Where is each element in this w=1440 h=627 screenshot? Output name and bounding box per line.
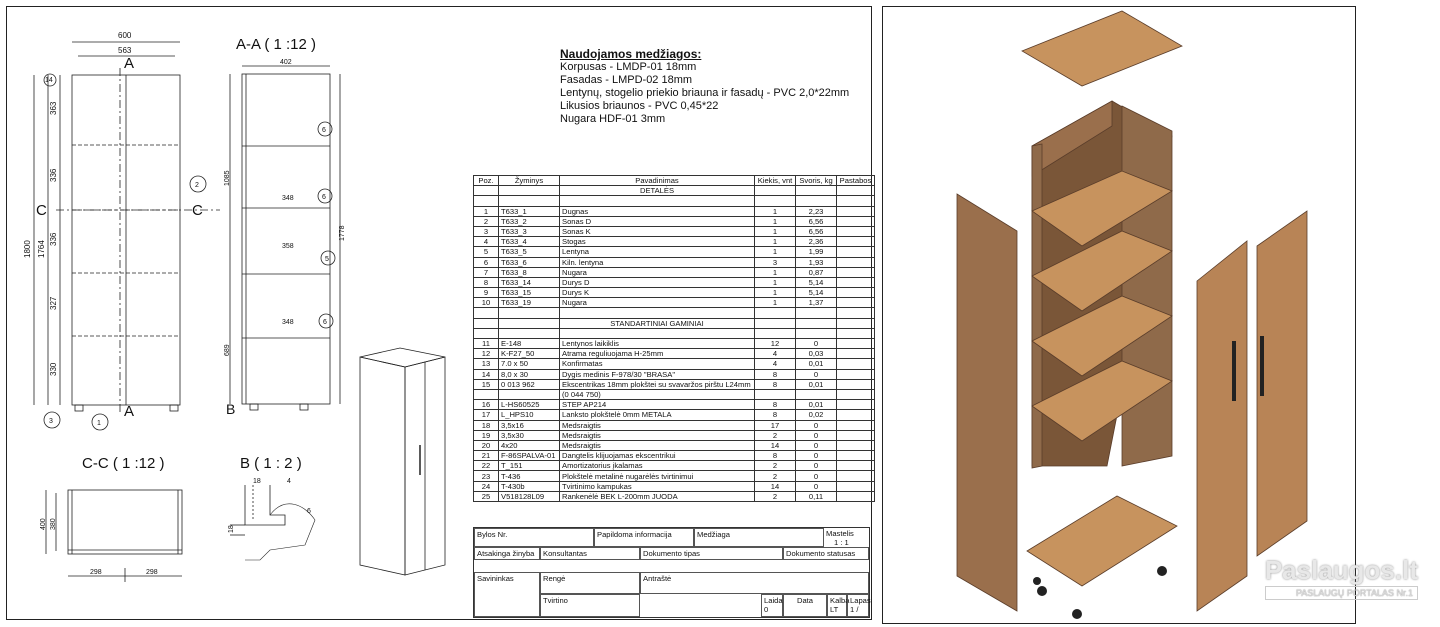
- table-cell: T633_2: [499, 216, 560, 226]
- section-c-left: C: [36, 202, 47, 219]
- table-cell: 4: [474, 237, 499, 247]
- dim-298b: 298: [146, 569, 158, 576]
- table-cell: 0,01: [796, 400, 837, 410]
- table-cell: [837, 471, 875, 481]
- section-c-right: C: [192, 202, 203, 219]
- table-cell: T633_15: [499, 288, 560, 298]
- bottom-panel: [1027, 496, 1177, 586]
- table-row: [474, 226, 875, 236]
- table-cell: 12: [755, 339, 796, 349]
- table-row: [474, 379, 875, 389]
- table-cell: 1: [755, 216, 796, 226]
- table-cell: STEP AP214: [560, 400, 755, 410]
- section-cc-drawing: [36, 478, 196, 588]
- table-cell: 25: [474, 491, 499, 501]
- table-cell: [837, 257, 875, 267]
- col-zyminys: Žyminys: [499, 176, 560, 186]
- balloon-5: 5: [325, 256, 329, 263]
- table-cell: 4: [755, 359, 796, 369]
- table-cell: 2: [755, 430, 796, 440]
- table-cell: 3,5x30: [499, 430, 560, 440]
- table-cell: [755, 389, 796, 399]
- table-cell: 1: [755, 226, 796, 236]
- table-cell: Sonas K: [560, 226, 755, 236]
- dim-348a: 348: [282, 195, 294, 202]
- table-cell: V518128L09: [499, 491, 560, 501]
- tb-papildoma: Papildoma informacija: [594, 528, 694, 547]
- tb-konsultantas: Konsultantas: [540, 547, 640, 560]
- table-cell: 10: [474, 298, 499, 308]
- table-cell: T633_5: [499, 247, 560, 257]
- section-standartiniai: STANDARTINIAI GAMINIAI: [560, 318, 755, 328]
- table-cell: 24: [474, 481, 499, 491]
- material-line: Fasadas - LMPD-02 18mm: [560, 74, 693, 86]
- table-cell: [837, 430, 875, 440]
- table-cell: 1: [755, 288, 796, 298]
- table-cell: [837, 247, 875, 257]
- table-cell: Stogas: [560, 237, 755, 247]
- table-row: [474, 277, 875, 287]
- col-svoris: Svoris, kg: [796, 176, 837, 186]
- section-detales: DETALĖS: [560, 186, 755, 196]
- balloon-2: 2: [195, 182, 199, 189]
- table-cell: 0 013 962: [499, 379, 560, 389]
- carcass-left: [1032, 144, 1042, 468]
- table-cell: 2: [755, 491, 796, 501]
- table-cell: Konfirmatas: [560, 359, 755, 369]
- table-cell: 0: [796, 420, 837, 430]
- table-cell: 5: [474, 247, 499, 257]
- table-cell: 1,99: [796, 247, 837, 257]
- tb-bylos: Bylos Nr.: [474, 528, 594, 547]
- table-cell: 12: [474, 349, 499, 359]
- table-cell: Medsraigtis: [560, 420, 755, 430]
- table-row: [474, 359, 875, 369]
- table-cell: [837, 216, 875, 226]
- dim-336b: 336: [49, 232, 58, 246]
- isometric-thumbnail: [355, 345, 450, 580]
- detail-b-marker: B: [226, 401, 236, 416]
- material-line: Lentynų, stogelio priekio briauna ir fasadų - PVC 2,0*22mm: [560, 87, 850, 99]
- table-cell: 0,03: [796, 349, 837, 359]
- table-cell: [837, 359, 875, 369]
- table-cell: 9: [474, 288, 499, 298]
- section-cc-title: C-C ( 1 :12 ): [82, 455, 165, 472]
- table-cell: T633_3: [499, 226, 560, 236]
- table-cell: [837, 298, 875, 308]
- table-cell: Tvirtinimo kampukas: [560, 481, 755, 491]
- table-cell: 6: [474, 257, 499, 267]
- table-cell: T633_1: [499, 206, 560, 216]
- table-cell: T-430b: [499, 481, 560, 491]
- carcass-right: [1122, 106, 1172, 466]
- tb-renge: Rengė: [540, 572, 640, 594]
- table-row: [474, 369, 875, 379]
- dim-327: 327: [49, 296, 58, 310]
- col-pastabos: Pastabos: [837, 176, 875, 186]
- table-cell: 0: [796, 339, 837, 349]
- left-door: [957, 194, 1017, 611]
- table-row: [474, 389, 875, 399]
- dim-b18v: 18: [228, 525, 235, 533]
- table-cell: T-436: [499, 471, 560, 481]
- table-row: [474, 216, 875, 226]
- table-row: [474, 451, 875, 461]
- table-cell: 14: [755, 481, 796, 491]
- table-cell: 8: [755, 400, 796, 410]
- dim-b4: 4: [287, 478, 291, 485]
- dim-563: 563: [118, 46, 132, 55]
- table-cell: 1: [755, 206, 796, 216]
- table-cell: [837, 420, 875, 430]
- table-row: [474, 288, 875, 298]
- table-cell: 8: [755, 379, 796, 389]
- table-cell: [837, 440, 875, 450]
- table-cell: K-F27_50: [499, 349, 560, 359]
- tb-mastelis-val: 1 : 1: [834, 538, 849, 547]
- tb-savininkas: Savininkas: [474, 572, 540, 617]
- table-cell: [837, 267, 875, 277]
- table-cell: 8: [755, 451, 796, 461]
- table-cell: [837, 461, 875, 471]
- table-cell: 1,93: [796, 257, 837, 267]
- table-cell: L-HS60525: [499, 400, 560, 410]
- table-cell: Lankstо plokštelė 0mm METALA: [560, 410, 755, 420]
- table-cell: Atrama reguliuojama H-25mm: [560, 349, 755, 359]
- tb-medziaga: Medžiaga: [694, 528, 824, 547]
- title-block: [473, 527, 870, 618]
- table-row: [474, 339, 875, 349]
- table-cell: L_HPS10: [499, 410, 560, 420]
- section-aa-drawing: [220, 56, 350, 416]
- material-line: Nugara HDF-01 3mm: [560, 113, 666, 125]
- table-cell: 20: [474, 440, 499, 450]
- table-cell: 15: [474, 379, 499, 389]
- tb-lapas: Lapas 1 /: [847, 594, 869, 617]
- table-cell: 14: [755, 440, 796, 450]
- table-cell: Lentynos laikiklis: [560, 339, 755, 349]
- table-cell: T633_19: [499, 298, 560, 308]
- tb-dok-tipas: Dokumento tipas: [640, 547, 783, 560]
- right-door-2: [1257, 211, 1307, 556]
- table-cell: 7.0 x 50: [499, 359, 560, 369]
- bom-body: [474, 186, 875, 502]
- table-cell: 0: [796, 440, 837, 450]
- table-row: [474, 267, 875, 277]
- table-cell: [837, 237, 875, 247]
- table-cell: [837, 451, 875, 461]
- detail-b-title: B ( 1 : 2 ): [240, 455, 302, 472]
- tb-mastelis: Mastelis: [826, 529, 854, 538]
- table-row: [474, 247, 875, 257]
- dim-348b: 348: [282, 319, 294, 326]
- table-cell: 0,87: [796, 267, 837, 277]
- table-cell: [837, 288, 875, 298]
- front-view-drawing: [20, 20, 220, 440]
- exploded-assembly-view: [882, 6, 1354, 622]
- table-cell: [837, 379, 875, 389]
- table-cell: 17: [474, 410, 499, 420]
- table-row: [474, 298, 875, 308]
- table-cell: 13: [474, 359, 499, 369]
- table-cell: Dugnas: [560, 206, 755, 216]
- table-cell: [837, 389, 875, 399]
- dim-400: 400: [40, 518, 47, 530]
- table-cell: [837, 226, 875, 236]
- col-kiekis: Kiekis, vnt: [755, 176, 796, 186]
- table-cell: [837, 277, 875, 287]
- table-cell: T633_14: [499, 277, 560, 287]
- table-cell: [837, 369, 875, 379]
- dim-1800: 1800: [23, 240, 32, 258]
- table-row: [474, 349, 875, 359]
- table-cell: Medsraigtis: [560, 430, 755, 440]
- table-row: [474, 440, 875, 450]
- dim-600: 600: [118, 31, 132, 40]
- bill-of-materials: [473, 175, 875, 502]
- dim-358: 358: [282, 243, 294, 250]
- table-cell: 4x20: [499, 440, 560, 450]
- table-cell: 14: [474, 369, 499, 379]
- dim-1085: 1085: [224, 170, 231, 186]
- table-cell: 0,11: [796, 491, 837, 501]
- dim-330: 330: [49, 362, 58, 376]
- dim-298a: 298: [90, 569, 102, 576]
- table-cell: 18: [474, 420, 499, 430]
- balloon-1: 1: [97, 420, 101, 427]
- table-cell: 0: [796, 451, 837, 461]
- table-cell: 3: [474, 226, 499, 236]
- table-cell: 0,01: [796, 359, 837, 369]
- table-cell: (0 044 750): [560, 389, 755, 399]
- table-cell: 2: [474, 216, 499, 226]
- table-cell: 17: [755, 420, 796, 430]
- watermark-tag: PASLAUGŲ PORTALAS Nr.1: [1265, 586, 1418, 600]
- table-cell: 5,14: [796, 277, 837, 287]
- table-cell: Kiln. lentyna: [560, 257, 755, 267]
- dim-363: 363: [49, 101, 58, 115]
- table-cell: 8: [755, 369, 796, 379]
- section-a-bottom: A: [124, 403, 135, 420]
- table-cell: 8,0 x 30: [499, 369, 560, 379]
- material-line: Korpusas - LMDP-01 18mm: [560, 61, 697, 73]
- tb-kalba: Kalba LT: [827, 594, 847, 617]
- table-cell: Amortizatorius įkalamas: [560, 461, 755, 471]
- table-cell: Dangtelis klijuojamas ekscentrikui: [560, 451, 755, 461]
- balloon-3: 3: [49, 418, 53, 425]
- dim-402: 402: [280, 59, 292, 66]
- table-row: [474, 430, 875, 440]
- dim-b6: 6: [307, 508, 311, 515]
- table-cell: [796, 389, 837, 399]
- table-cell: 1: [755, 237, 796, 247]
- table-cell: 11: [474, 339, 499, 349]
- dim-1778: 1778: [339, 225, 346, 241]
- bom-header-row: [474, 176, 875, 186]
- table-cell: Nugara: [560, 267, 755, 277]
- table-row: [474, 237, 875, 247]
- watermark: [1265, 555, 1418, 600]
- materials-note: [560, 48, 849, 126]
- table-cell: T_151: [499, 461, 560, 471]
- table-cell: Durys D: [560, 277, 755, 287]
- dim-336a: 336: [49, 168, 58, 182]
- table-cell: 19: [474, 430, 499, 440]
- table-cell: 6,56: [796, 226, 837, 236]
- table-row: [474, 257, 875, 267]
- tb-data: Data: [783, 594, 827, 617]
- dim-380: 380: [50, 518, 57, 530]
- dim-1764: 1764: [37, 240, 46, 258]
- table-cell: 1: [755, 267, 796, 277]
- table-cell: [837, 491, 875, 501]
- detail-b-drawing: [225, 475, 325, 570]
- table-row: [474, 461, 875, 471]
- table-row: [474, 481, 875, 491]
- balloon-6c: 6: [323, 319, 327, 326]
- table-cell: 21: [474, 451, 499, 461]
- dim-14: 14: [45, 77, 53, 84]
- tb-laida: Laida 0: [761, 594, 783, 617]
- table-cell: [837, 400, 875, 410]
- table-cell: 3: [755, 257, 796, 267]
- material-line: Likusios briaunos - PVC 0,45*22: [560, 100, 719, 112]
- table-cell: [837, 339, 875, 349]
- table-cell: Plokštelė metalinė nugarėlės tvirtinimui: [560, 471, 755, 481]
- watermark-brand: Paslaugos.lt: [1264, 555, 1418, 585]
- table-row: [474, 491, 875, 501]
- balloon-6b: 6: [322, 194, 326, 201]
- tb-antraste: Antraštė: [640, 572, 869, 594]
- table-cell: Rankenėlė BEK L-200mm JUODA: [560, 491, 755, 501]
- table-cell: Lentyna: [560, 247, 755, 257]
- table-cell: Nugara: [560, 298, 755, 308]
- table-cell: 22: [474, 461, 499, 471]
- table-cell: T633_8: [499, 267, 560, 277]
- table-cell: E-148: [499, 339, 560, 349]
- tb-tvirtino: Tvirtino: [540, 594, 640, 617]
- table-cell: [837, 410, 875, 420]
- table-cell: 7: [474, 267, 499, 277]
- table-cell: T633_6: [499, 257, 560, 267]
- table-cell: Medsraigtis: [560, 440, 755, 450]
- table-cell: 6,56: [796, 216, 837, 226]
- table-row: [474, 410, 875, 420]
- materials-heading: Naudojamos medžiagos:: [560, 47, 702, 61]
- table-row: [474, 471, 875, 481]
- table-cell: 0: [796, 369, 837, 379]
- table-cell: [837, 481, 875, 491]
- tb-dok-statusas: Dokumento statusas: [783, 547, 869, 560]
- table-cell: 0: [796, 430, 837, 440]
- col-pavadinimas: Pavadinimas: [560, 176, 755, 186]
- table-row: [474, 400, 875, 410]
- table-row: [474, 206, 875, 216]
- table-cell: 0,01: [796, 379, 837, 389]
- right-door-1: [1197, 241, 1247, 611]
- table-cell: 2,23: [796, 206, 837, 216]
- section-a-top: A: [124, 55, 135, 72]
- dim-b18: 18: [253, 478, 261, 485]
- table-cell: Sonas D: [560, 216, 755, 226]
- table-cell: 0: [796, 481, 837, 491]
- table-cell: [837, 206, 875, 216]
- tb-atsakinga: Atsakinga žinyba: [474, 547, 540, 560]
- table-cell: 2: [755, 461, 796, 471]
- table-cell: 2,36: [796, 237, 837, 247]
- table-cell: [499, 389, 560, 399]
- table-cell: 2: [755, 471, 796, 481]
- top-panel: [1022, 11, 1182, 86]
- table-cell: 1: [474, 206, 499, 216]
- table-cell: Dygis medinis F-978/30 "BRASA": [560, 369, 755, 379]
- table-cell: 0,02: [796, 410, 837, 420]
- col-poz: Poz.: [474, 176, 499, 186]
- table-cell: F-86SPALVA-01: [499, 451, 560, 461]
- table-cell: 16: [474, 400, 499, 410]
- table-cell: Ekscentrikas 18mm plokštei su svavaržos pirštu L24mm: [560, 379, 755, 389]
- section-aa-title: A-A ( 1 :12 ): [236, 36, 317, 53]
- table-cell: 0: [796, 461, 837, 471]
- table-cell: 23: [474, 471, 499, 481]
- table-row: [474, 420, 875, 430]
- table-cell: 1: [755, 247, 796, 257]
- table-cell: 8: [474, 277, 499, 287]
- table-cell: 1: [755, 277, 796, 287]
- dim-689: 689: [224, 344, 231, 356]
- table-cell: 1,37: [796, 298, 837, 308]
- table-cell: 5,14: [796, 288, 837, 298]
- table-cell: [837, 349, 875, 359]
- table-cell: 8: [755, 410, 796, 420]
- table-cell: [474, 389, 499, 399]
- table-cell: 4: [755, 349, 796, 359]
- table-cell: 3,5x16: [499, 420, 560, 430]
- table-cell: T633_4: [499, 237, 560, 247]
- balloon-6a: 6: [322, 127, 326, 134]
- table-cell: 0: [796, 471, 837, 481]
- table-cell: 1: [755, 298, 796, 308]
- table-cell: Durys K: [560, 288, 755, 298]
